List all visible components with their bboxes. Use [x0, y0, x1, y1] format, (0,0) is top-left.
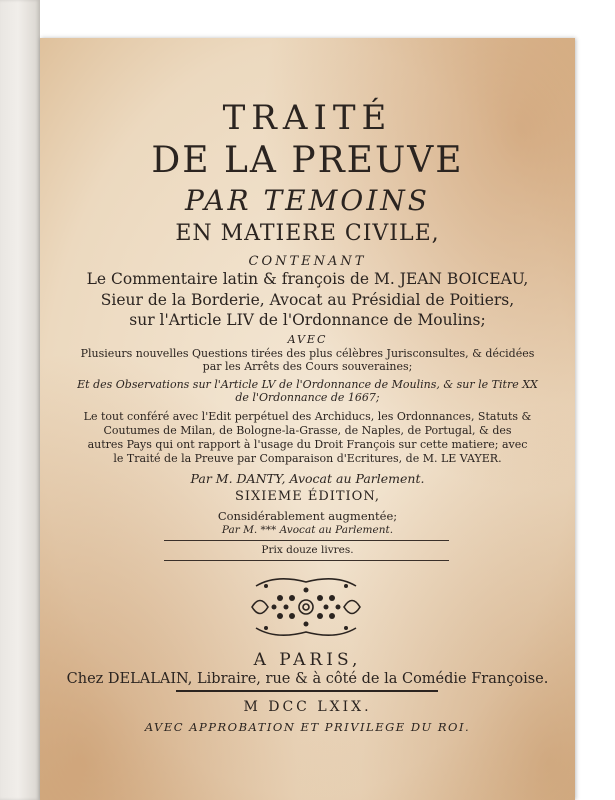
contents-line-3: sur l'Article LIV de l'Ordonnance de Moulins; — [129, 311, 486, 329]
contents-line-6: Et des Observations sur l'Article LV de l'Ordonnance de Moulins, & sur le Titre XX — [77, 378, 538, 391]
price-rule-bottom — [164, 560, 449, 561]
title-line-temoins: PAR TEMOINS — [185, 184, 430, 217]
contents-line-9: Coutumes de Milan, de Bologne-la-Grasse, de Naples, de Portugal, & des — [103, 424, 512, 437]
contents-line-11: le Traité de la Preuve par Comparaison d'Ecritures, de M. LE VAYER. — [113, 452, 502, 465]
imprint-publisher: Chez DELALAIN, Libraire, rue & à côté de la Comédie Françoise. — [66, 671, 549, 687]
price-rule-top — [164, 540, 449, 541]
author-line: Par M. DANTY, Avocat au Parlement. — [190, 471, 425, 486]
title-line-preuve: DE LA PREUVE — [151, 140, 464, 181]
contents-line-5: par les Arrêts des Cours souveraines; — [202, 360, 413, 373]
printers-ornament-icon — [246, 572, 366, 642]
preceding-page-edge — [0, 0, 40, 800]
privilege-line: AVEC APPROBATION ET PRIVILEGE DU ROI. — [144, 720, 471, 734]
title-line-matiere: EN MATIERE CIVILE, — [175, 221, 440, 246]
contents-line-7: de l'Ordonnance de 1667; — [235, 391, 380, 404]
contenant-label: CONTENANT — [248, 254, 367, 269]
imprint-rule — [176, 690, 438, 692]
avec-label: AVEC — [287, 333, 328, 346]
price-line: Prix douze livres. — [261, 544, 354, 556]
augmented-line: Considérablement augmentée; — [217, 509, 398, 523]
contents-line-2: Sieur de la Borderie, Avocat au Présidial de Poitiers, — [100, 291, 515, 309]
contents-line-10: autres Pays qui ont rapport à l'usage du Droit François sur cette matiere; avec — [87, 438, 528, 451]
imprint-year: M DCC LXIX. — [243, 699, 372, 715]
imprint-city: A PARIS, — [253, 650, 362, 670]
contents-line-1: Le Commentaire latin & françois de M. JEAN BOICEAU, — [86, 270, 529, 288]
title-page — [40, 38, 575, 800]
edition-line: SIXIEME ÉDITION, — [234, 489, 381, 504]
contents-line-4: Plusieurs nouvelles Questions tirées des plus célèbres Jurisconsultes, & décidées — [80, 347, 535, 360]
editor-line: Par M. *** Avocat au Parlement. — [221, 524, 394, 536]
title-line-traite: TRAITÉ — [222, 98, 393, 138]
contents-line-8: Le tout conféré avec l'Edit perpétuel des Archiducs, les Ordonnances, Statuts & — [83, 410, 532, 423]
